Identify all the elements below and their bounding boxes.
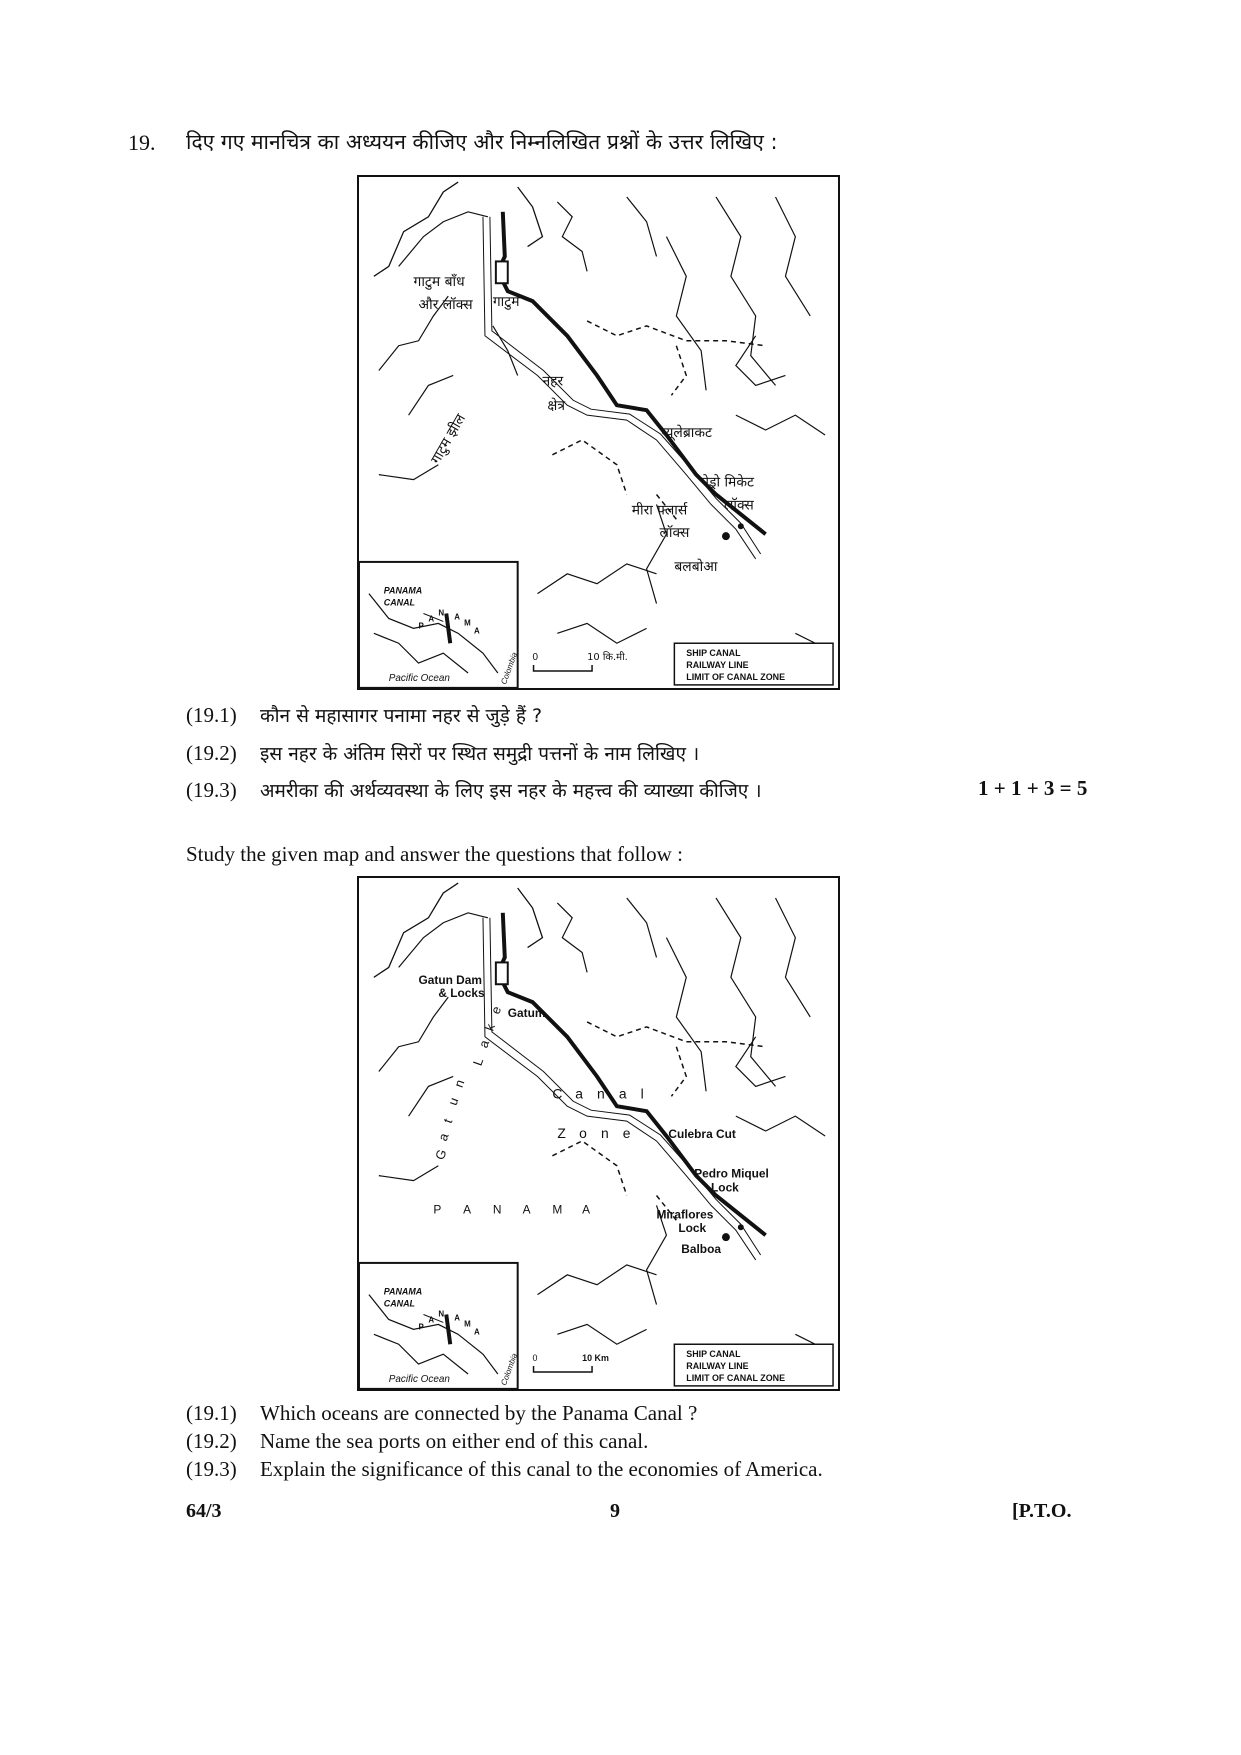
page-number: 9 [610, 1500, 620, 1522]
map2-canal-letter: a [575, 1085, 583, 1102]
map1-canal: नहर [542, 373, 564, 390]
english-instruction: Study the given map and answer the questions that follow : [186, 842, 683, 866]
map1-gatun: गाटुम [492, 294, 520, 311]
map1-inset-letter: A [454, 612, 460, 622]
map2-gatun: Gatum [507, 1005, 546, 1020]
map1-pedro-locks: लॉक्स [723, 497, 754, 514]
map1-mira: मीरा फ्लार्स [631, 502, 688, 519]
map1-inset-letter: A [474, 626, 480, 636]
hindi-instruction: दिए गए मानचित्र का अध्ययन कीजिए और निम्नलिखित प्रश्नों के उत्तर लिखिए : [186, 130, 778, 154]
map2-lake-letter: t [439, 1116, 456, 1126]
map2-scale-len: 10 Km [582, 1353, 609, 1364]
map2-lake-letter: G [432, 1147, 450, 1162]
hindi-subquestion: (19.3) अमरीका की अर्थव्यवस्था के लिए इस नहर के महत्त्व की व्याख्या कीजिए । [186, 778, 762, 802]
map2-lake-letter: k [481, 1021, 498, 1033]
map2-legend-ship: SHIP CANAL [686, 1349, 741, 1360]
map2-zone-letter: e [622, 1124, 631, 1141]
marks: 1 + 1 + 3 = 5 [978, 776, 1088, 800]
map1-inset-pacific: Pacific Ocean [388, 672, 450, 684]
map2-balboa: Balboa [681, 1242, 721, 1257]
map1-legend-limit: LIMIT OF CANAL ZONE [686, 671, 786, 682]
english-subquestion: (19.3) Explain the significance of this canal to the economies of America. [186, 1457, 823, 1481]
map2-inset-colombia: Colombia [499, 1352, 520, 1387]
map2-canal-letter: a [618, 1085, 627, 1102]
map2-lake-letter: n [450, 1077, 468, 1090]
map1-inset-canal: CANAL [383, 597, 415, 608]
question-number: 19. [128, 130, 156, 155]
map1-inset-colombia: Colombia [499, 651, 520, 686]
map1-legend-rail: RAILWAY LINE [686, 660, 749, 671]
map2-and-locks: & Locks [438, 986, 485, 1001]
map2-canal-letter: l [640, 1085, 644, 1102]
map1-and-locks: और लॉक्स [418, 297, 473, 314]
map1-inset-letter: N [438, 608, 445, 618]
english-subquestion: (19.1) Which oceans are connected by the Panama Canal ? [186, 1401, 698, 1425]
map2-lake-letter: e [487, 1004, 505, 1017]
map2-pedro: Pedro Miquel [694, 1166, 769, 1181]
hindi-subquestion: (19.2) इस नहर के अंतिम सिरों पर स्थित समुद्री पत्तनों के नाम लिखिए । [186, 741, 700, 765]
map1-pedro: पेड्रो मिकेट [701, 474, 755, 491]
map2-legend-rail: RAILWAY LINE [686, 1361, 749, 1372]
map1-scale-len: 10 कि.मी. [587, 652, 628, 664]
english-subquestion: (19.2) Name the sea ports on either end of this canal. [186, 1429, 649, 1453]
map2-lake-letter: a [475, 1037, 493, 1050]
map1-mira-locks: लॉक्स [659, 525, 690, 542]
map2-legend-limit: LIMIT OF CANAL ZONE [686, 1372, 786, 1383]
pto-marker: [P.T.O. [1012, 1500, 1072, 1522]
map2-inset-letter: A [454, 1313, 460, 1323]
map2-canal-letter: n [597, 1085, 605, 1102]
map2-inset-letter: P [418, 1322, 424, 1332]
map2-panama-letter: A [582, 1202, 591, 1217]
map2-inset-letter: M [464, 1319, 471, 1329]
map2-panama-letter: N [492, 1202, 502, 1217]
map1-zone: क्षेत्र [547, 398, 566, 415]
map2-culebra: Culebra Cut [668, 1126, 736, 1141]
map2-inset-letter: A [474, 1327, 480, 1337]
map-hindi [357, 175, 840, 690]
map2-canal-letter: C [552, 1085, 563, 1102]
map2-inset-pacific: Pacific Ocean [388, 1373, 450, 1385]
map1-inset-panama: PANAMA [383, 585, 423, 596]
map2-zone-letter: o [579, 1124, 587, 1141]
map2-lake-letter: a [434, 1131, 452, 1143]
map2-panama-letter: P [433, 1202, 442, 1217]
map2-inset-letter: A [428, 1315, 435, 1325]
map2-mira-lock: Lock [678, 1221, 707, 1236]
map1-culebra: ग्यूलेब्राकट [661, 424, 713, 441]
map2-zone-letter: n [600, 1124, 609, 1141]
map2-pedro-lock: Lock [711, 1180, 739, 1195]
map2-panama-letter: M [552, 1202, 563, 1217]
map2-scale-zero: 0 [532, 1353, 538, 1364]
map2-inset-panama: PANAMA [383, 1286, 423, 1297]
map1-inset-letter: P [418, 621, 424, 631]
map2-panama-letter: A [463, 1202, 472, 1217]
map2-lake-letter: u [444, 1095, 462, 1108]
map2-mira: Miraflores [656, 1207, 714, 1222]
map2-lake-letter: L [469, 1055, 487, 1068]
paper-code: 64/3 [186, 1500, 222, 1522]
hindi-subquestion: (19.1) कौन से महासागर पनामा नहर से जुड़े हैं ? [186, 703, 543, 727]
map1-inset-letter: A [428, 614, 435, 624]
map1-gatun-dam: गाटुम बाँध [413, 274, 465, 291]
map2-panama-letter: A [522, 1202, 531, 1217]
map2-inset-canal: CANAL [383, 1298, 415, 1309]
map1-inset-letter: M [464, 618, 471, 628]
map1-balboa: बलबोआ [674, 558, 718, 575]
map1-scale-zero: 0 [532, 652, 539, 664]
map1-legend-ship: SHIP CANAL [686, 648, 741, 659]
map-english [357, 876, 840, 1391]
map2-inset-letter: N [438, 1309, 445, 1319]
map2-zone-letter: Z [557, 1124, 566, 1141]
map2-gatun-dam: Gatun Dam [418, 973, 482, 988]
map1-gatun-lake: गाटुम झील [427, 411, 470, 467]
